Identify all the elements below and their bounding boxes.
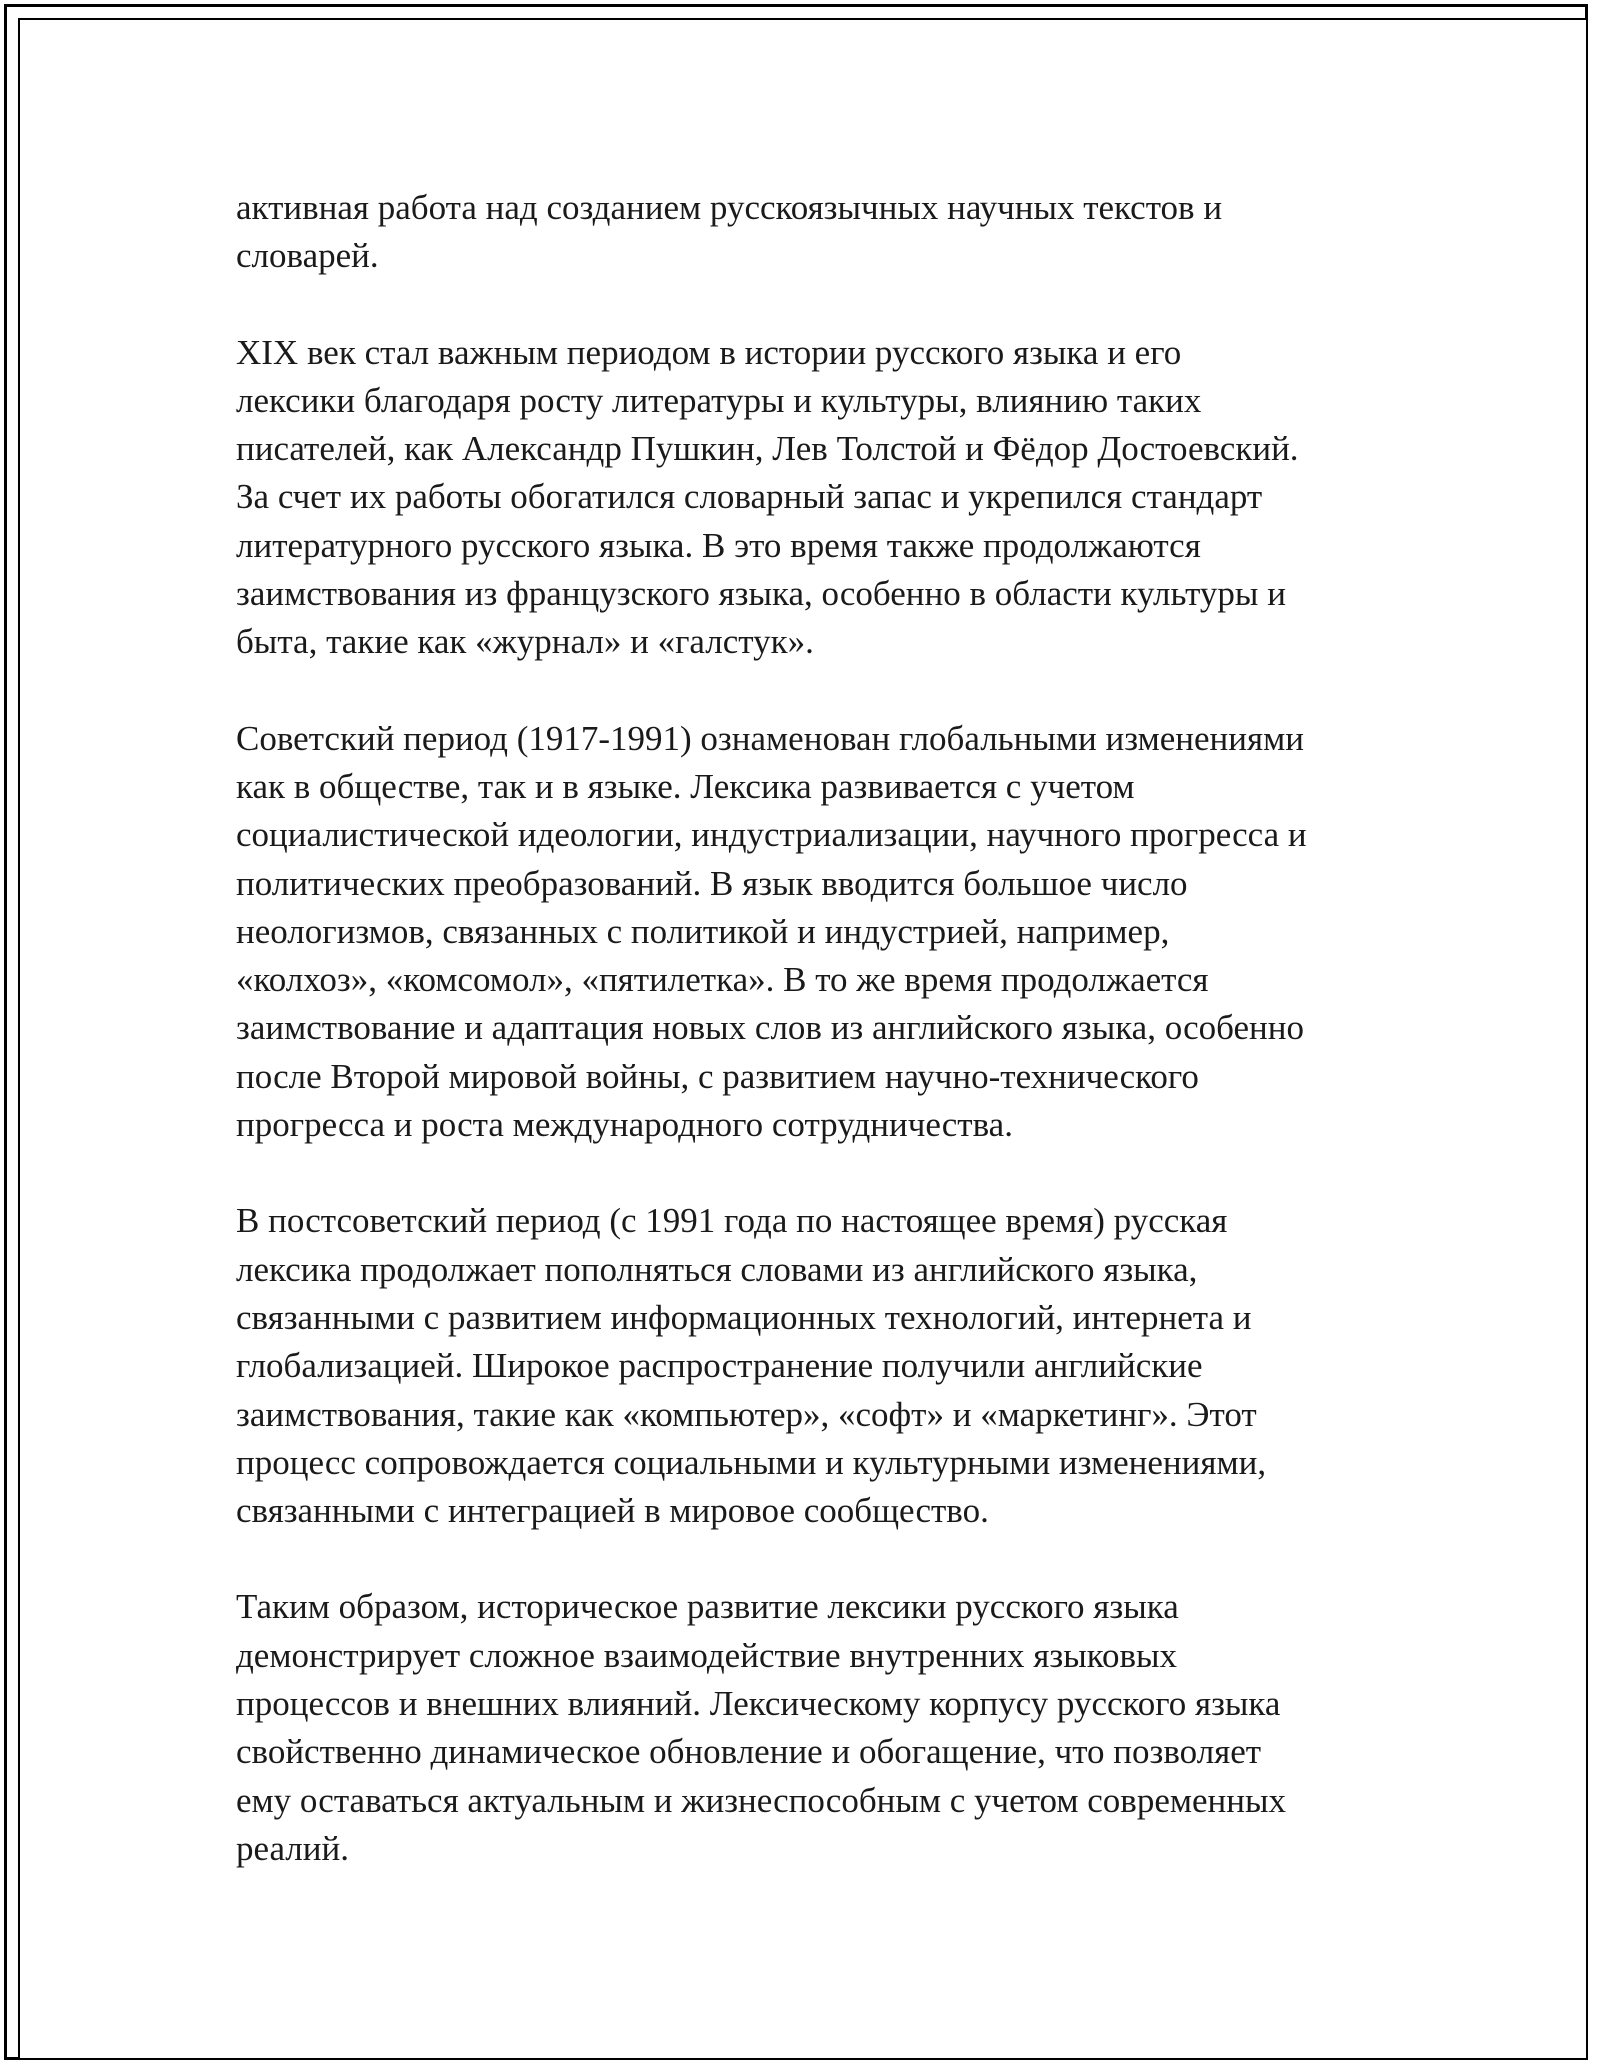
text-line: лексики благодаря росту литературы и культуры, влиянию таких (236, 380, 1202, 420)
paragraph-3 (236, 715, 1386, 1150)
text-line: «колхоз», «комсомол», «пятилетка». В то же время продолжается (236, 960, 1209, 1000)
text-line: реалий. (236, 1828, 349, 1868)
text-line: как в обществе, так и в языке. Лексика развивается с учетом (236, 766, 1135, 806)
text-line: социалистической идеологии, индустриализации, научного прогресса и (236, 815, 1307, 855)
text-line: заимствование и адаптация новых слов из английского языка, особенно (236, 1008, 1304, 1048)
text-line: писателей, как Александр Пушкин, Лев Толстой и Фёдор Достоевский. (236, 429, 1299, 469)
text-line: активная работа над созданием русскоязычных научных текстов и (236, 188, 1223, 227)
text-line: ему оставаться актуальным и жизнеспособным с учетом современных (236, 1780, 1287, 1820)
text-line: связанными с интеграцией в мировое сообщество. (236, 1491, 989, 1531)
text-line: литературного русского языка. В это время также продолжаются (236, 525, 1201, 565)
text-line: XIX век стал важным периодом в истории русского языка и его (236, 332, 1182, 372)
text-line: неологизмов, связанных с политикой и индустрией, например, (236, 911, 1170, 951)
paragraph-4 (236, 1197, 1386, 1535)
text-line: прогресса и роста международного сотрудничества. (236, 1105, 1013, 1145)
text-line: лексика продолжает пополняться словами из английского языка, (236, 1249, 1198, 1289)
text-line: В постсоветский период (с 1991 года по настоящее время) русская (236, 1201, 1228, 1241)
text-line: Таким образом, историческое развитие лексики русского языка (236, 1587, 1179, 1627)
text-line: свойственно динамическое обновление и обогащение, что позволяет (236, 1732, 1262, 1772)
text-line: глобализацией. Широкое распространение получили английские (236, 1346, 1203, 1386)
text-line: после Второй мировой войны, с развитием научно-технического (236, 1056, 1199, 1096)
text-line: За счет их работы обогатился словарный запас и укрепился стандарт (236, 477, 1263, 517)
text-line: словарей. (236, 236, 379, 276)
text-line: политических преобразований. В язык вводится большое число (236, 863, 1188, 903)
text-line: быта, такие как «журнал» и «галстук». (236, 622, 814, 662)
text-line: Советский период (1917-1991) ознаменован глобальными изменениями (236, 718, 1304, 758)
document-body (236, 184, 1386, 1921)
text-line: связанными с развитием информационных технологий, интернета и (236, 1297, 1252, 1337)
text-line: процессов и внешних влияний. Лексическому корпусу русского языка (236, 1684, 1281, 1724)
paragraph-1 (236, 184, 1386, 281)
text-line: заимствования, такие как «компьютер», «софт» и «маркетинг». Этот (236, 1394, 1257, 1434)
text-line: заимствования из французского языка, особенно в области культуры и (236, 574, 1286, 614)
text-line: демонстрирует сложное взаимодействие внутренних языковых (236, 1635, 1177, 1675)
text-line: процесс сопровождается социальными и культурными изменениями, (236, 1442, 1267, 1482)
paragraph-5 (236, 1583, 1386, 1873)
paragraph-2 (236, 329, 1386, 667)
